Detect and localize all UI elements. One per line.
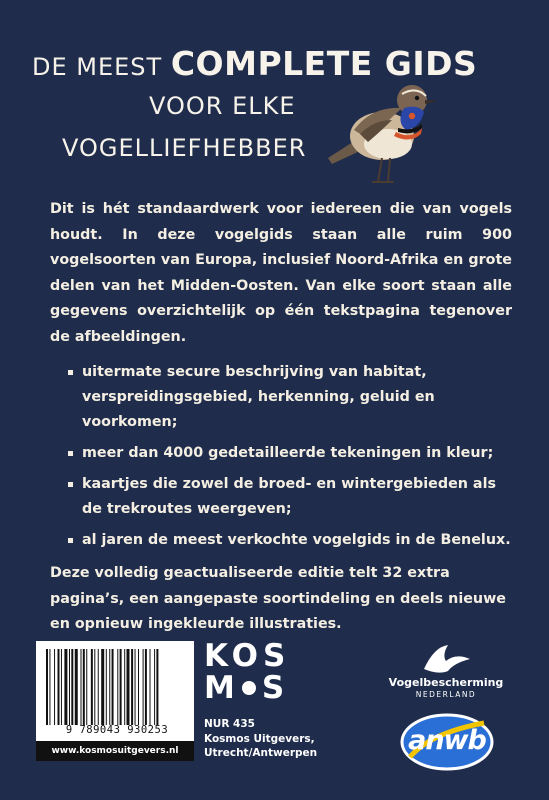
- bluethroat-bird-illustration: [326, 70, 438, 190]
- barcode-bar: [86, 649, 87, 725]
- isbn-number: 9 789043 930253: [65, 724, 169, 736]
- feature-list: [50, 360, 512, 553]
- barcode-bar: [101, 649, 104, 725]
- kosmos-logo-row-1: KOS: [204, 638, 291, 674]
- barcode-bar: [145, 649, 147, 725]
- barcode-bar: [49, 649, 50, 725]
- barcode-bar: [98, 649, 99, 725]
- vogelbescherming-name: Vogelbescherming: [388, 676, 504, 689]
- publisher-url: www.kosmosuitgevers.nl: [36, 741, 194, 761]
- barcode-bars: [46, 649, 190, 725]
- barcode-bar: [138, 649, 139, 725]
- barcode-bar: [69, 649, 70, 725]
- description: [50, 197, 512, 638]
- feature-item: meer dan 4000 gedetailleerde tekeningen in kleur;: [68, 441, 512, 466]
- feature-item: al jaren de meest verkochte vogelgids in de Benelux.: [68, 528, 512, 553]
- barcode-bar: [150, 649, 151, 725]
- barcode-bar: [156, 649, 158, 725]
- barcode-bar: [131, 649, 133, 725]
- barcode-bar: [135, 649, 136, 725]
- barcode-bar: [143, 649, 144, 725]
- intro-paragraph: Dit is hét standaardwerk voor iedereen die van vogels houdt. In deze vogelgids staan alle ruim 900 vogelsoorten van Europa, inclusief Noord-Afrika en grote delen van het Midden-Oosten. Van elke soort staan alle gegevens overzichtelijk op één tekstpagina tegenover de afbeeldingen.: [50, 201, 512, 345]
- anwb-logo-text: anwb: [408, 725, 486, 756]
- outro-paragraph: Deze volledig geactualiseerde editie telt 32 extra pagina’s, een aangepaste soortindeling en deels nieuwe en opnieuw ingekleurde illustraties.: [50, 565, 507, 632]
- headline-bold: COMPLETE GIDS: [170, 44, 478, 83]
- kosmos-logo-row-2: [204, 670, 290, 706]
- vogelbescherming-subtitle: NEDERLAND: [415, 690, 477, 699]
- barcode-bar: [81, 649, 82, 725]
- barcode-bar: [117, 649, 118, 725]
- barcode-bar: [127, 649, 130, 725]
- headline-line-2: VOOR ELKE: [149, 92, 296, 120]
- publisher-name: Kosmos Uitgevers,: [204, 732, 315, 745]
- barcode-bar: [71, 649, 73, 725]
- barcode-bar: [83, 649, 85, 725]
- nur-code: NUR 435: [204, 718, 255, 730]
- barcode-bar: [94, 649, 95, 725]
- barcode-bar: [91, 649, 93, 725]
- barcode-bar: [106, 649, 107, 725]
- headline-prefix: DE MEEST: [32, 53, 163, 81]
- barcode-bar: [124, 649, 125, 725]
- barcode-bar: [120, 649, 122, 725]
- barcode-bar: [154, 649, 155, 725]
- barcode-bar: [54, 649, 55, 725]
- barcode-bar: [109, 649, 110, 725]
- kosmos-logo-s: S: [261, 670, 290, 706]
- barcode-bar: [46, 649, 48, 725]
- publisher-info: [204, 717, 317, 761]
- kosmos-dot-icon: [242, 681, 256, 695]
- kosmos-logo-m: M: [204, 670, 240, 706]
- barcode-bar: [75, 649, 78, 725]
- publisher-location: Utrecht/Antwerpen: [204, 747, 318, 759]
- feature-item: uitermate secure beschrijving van habitat, verspreidingsgebied, herkenning, geluid en voorkomen;: [68, 360, 512, 435]
- barcode-bar: [112, 649, 114, 725]
- barcode: [36, 641, 194, 752]
- barcode-bar: [58, 649, 60, 725]
- barcode-bar: [61, 649, 62, 725]
- headline-line-3: VOGELLIEFHEBBER: [62, 134, 307, 162]
- kosmos-logo: [204, 638, 291, 710]
- barcode-bar: [64, 649, 67, 725]
- feature-item: kaartjes die zowel de broed- en wintergebieden als de trekroutes weergeven;: [68, 472, 512, 522]
